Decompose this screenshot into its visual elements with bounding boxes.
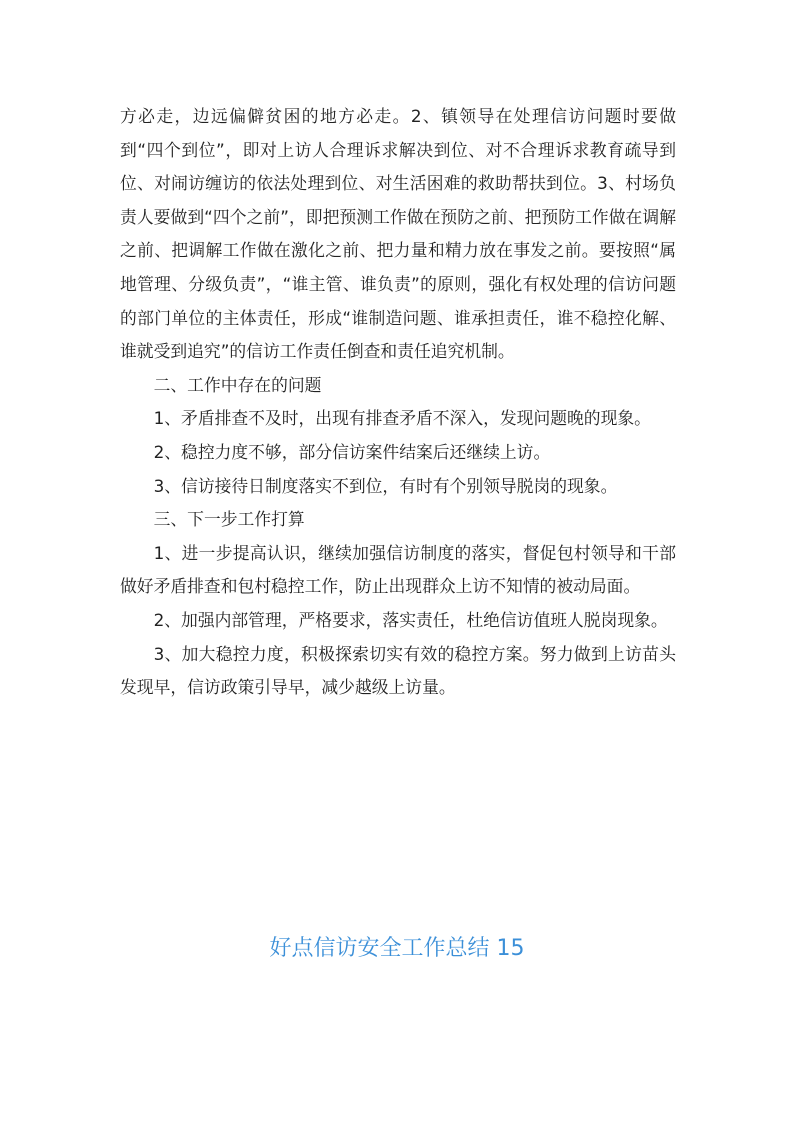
list-item: 2、加强内部管理，严格要求，落实责任，杜绝信访值班人脱岗现象。 [153, 609, 668, 630]
paragraph-continuation: 方必走，边远偏僻贫困的地方必走。2、镇领导在处理信访问题时要做到“四个到位”，即对上访人合理诉求解决到位、对不合理诉求教育疏导到位、对闹访缠访的依法处理到位、对生活困难的救助帮扶到位。3、村场负责人要做到“四个之前”，即把预测工作做在预防之前、把预防工作做在调解之前、把调解工作做在激化之前、把力量和精力放在事发之前。要按照“属地管理、分级负责”，“谁主管、谁负责”的原则，强化有权处理的信访问题的部门单位的主体责任，形成“谁制造问题、谁承担责任，谁不稳控化解、谁就受到追究”的信访工作责任倒查和责任追究机制。 [120, 106, 676, 362]
document-body [120, 100, 676, 705]
article-title-heading: 好点信访安全工作总结 15 [269, 936, 525, 961]
section-heading-problems: 二、工作中存在的问题 [153, 374, 322, 395]
list-item: 1、矛盾排查不及时，出现有排查矛盾不深入，发现问题晚的现象。 [153, 408, 651, 429]
list-item: 1、进一步提高认识，继续加强信访制度的落实，督促包村领导和干部做好矛盾排查和包村稳控工作，防止出现群众上访不知情的被动局面。 [120, 542, 676, 597]
section-heading-next-steps: 三、下一步工作打算 [153, 509, 305, 530]
list-item: 2、稳控力度不够，部分信访案件结案后还继续上访。 [153, 441, 551, 462]
list-item: 3、信访接待日制度落实不到位，有时有个别领导脱岗的现象。 [153, 475, 618, 496]
list-item: 3、加大稳控力度，积极探索切实有效的稳控方案。努力做到上访苗头发现早，信访政策引导早，减少越级上访量。 [120, 643, 676, 698]
